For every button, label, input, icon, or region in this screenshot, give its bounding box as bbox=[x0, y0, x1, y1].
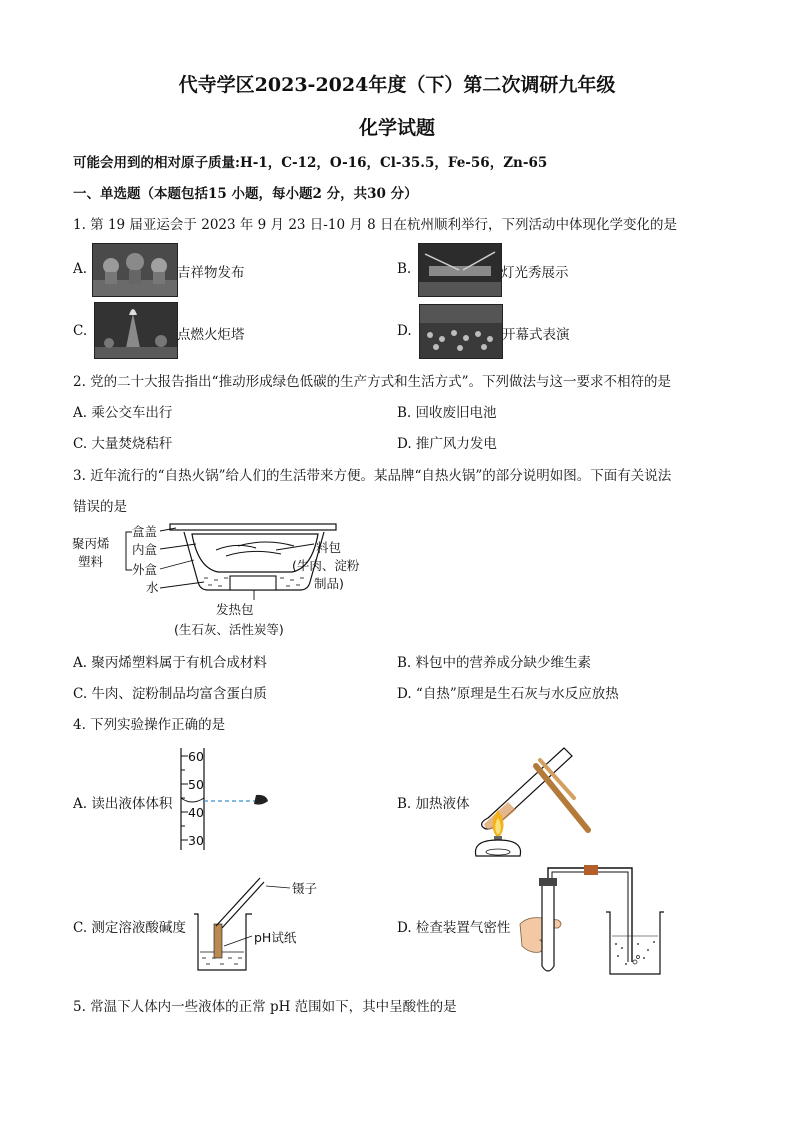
q2-stem: 2. 党的二十大报告指出“推动形成绿色低碳的生产方式和生活方式”。下列做法与这一要求不相符的是 bbox=[73, 374, 671, 390]
label-material-2: 塑料 bbox=[78, 554, 104, 569]
label-pack: 料包 bbox=[316, 540, 342, 555]
mascot-photo bbox=[92, 243, 178, 297]
q4-option-b: B. 加热液体 bbox=[397, 796, 470, 812]
q2-option-c: C. 大量焚烧秸秆 bbox=[73, 436, 173, 452]
label-lid: 盒盖 bbox=[132, 524, 158, 539]
cyl-tick-50: 50 bbox=[188, 777, 204, 792]
label-heater: 发热包 bbox=[216, 602, 254, 617]
atomic-masses: 可能会用到的相对原子质量:H-1，C-12，O-16，Cl-35.5，Fe-56，Zn-65 bbox=[73, 155, 548, 171]
q4-option-c: C. 测定溶液酸碱度 bbox=[73, 920, 186, 936]
q5-stem: 5. 常温下人体内一些液体的正常 pH 范围如下，其中呈酸性的是 bbox=[73, 999, 457, 1015]
cyl-tick-40: 40 bbox=[188, 805, 204, 820]
page-subtitle: 化学试题 bbox=[358, 117, 435, 139]
q1-option-d-prefix: D. bbox=[397, 323, 412, 339]
q1-option-c-text: 点燃火炬塔 bbox=[177, 327, 245, 343]
q1-option-d-text: 开幕式表演 bbox=[502, 327, 570, 343]
cyl-tick-30: 30 bbox=[188, 833, 204, 848]
label-ph-paper: pH试纸 bbox=[254, 930, 297, 945]
q3-option-b: B. 料包中的营养成分缺少维生素 bbox=[397, 655, 592, 671]
opening-ceremony-photo bbox=[419, 304, 503, 359]
airtightness-figure bbox=[518, 862, 678, 982]
eye-icon bbox=[254, 795, 268, 805]
heating-liquid-figure bbox=[468, 740, 602, 860]
section-heading: 一、单选题（本题包括15 小题，每小题2 分，共30 分） bbox=[73, 186, 418, 202]
light-show-photo bbox=[418, 243, 502, 297]
q1-option-b-text: 灯光秀展示 bbox=[501, 265, 569, 281]
q4-option-a: A. 读出液体体积 bbox=[73, 796, 173, 812]
ph-test-figure bbox=[190, 872, 330, 976]
graduated-cylinder-figure bbox=[176, 744, 276, 854]
hotpot-diagram bbox=[66, 520, 386, 640]
q1-option-b-prefix: B. bbox=[397, 261, 412, 277]
q2-option-a: A. 乘公交车出行 bbox=[73, 405, 173, 421]
q4-option-d: D. 检查装置气密性 bbox=[397, 920, 511, 936]
label-tweezers: 镊子 bbox=[292, 881, 318, 896]
label-pack-3: 制品) bbox=[314, 576, 344, 591]
q2-option-d: D. 推广风力发电 bbox=[397, 436, 497, 452]
q3-stem-line2: 错误的是 bbox=[73, 499, 127, 515]
label-heater-2: (生石灰、活性炭等) bbox=[174, 622, 284, 637]
q1-option-a-prefix: A. bbox=[73, 261, 88, 277]
cyl-tick-60: 60 bbox=[188, 749, 204, 764]
q1-stem: 1. 第 19 届亚运会于 2023 年 9 月 23 日-10 月 8 日在杭州顺利举行，下列活动中体现化学变化的是 bbox=[73, 217, 678, 233]
q3-option-c: C. 牛肉、淀粉制品均富含蛋白质 bbox=[73, 686, 267, 702]
page-title: 代寺学区2023-2024年度（下）第二次调研九年级 bbox=[178, 74, 616, 96]
q4-stem: 4. 下列实验操作正确的是 bbox=[73, 717, 226, 733]
q1-option-a-text: 吉祥物发布 bbox=[177, 265, 245, 281]
torch-tower-photo bbox=[94, 302, 178, 359]
label-outer-box: 外盒 bbox=[132, 562, 158, 577]
q3-stem-line1: 3. 近年流行的“自热火锅”给人们的生活带来方便。某品牌“自热火锅”的部分说明如图。下面有关说法 bbox=[73, 468, 672, 484]
q1-option-c-prefix: C. bbox=[73, 323, 88, 339]
q3-option-a: A. 聚丙烯塑料属于有机合成材料 bbox=[73, 655, 267, 671]
q2-option-b: B. 回收废旧电池 bbox=[397, 405, 497, 421]
label-material-1: 聚丙烯 bbox=[72, 536, 110, 551]
label-inner-box: 内盒 bbox=[132, 542, 158, 557]
q3-option-d: D. “自热”原理是生石灰与水反应放热 bbox=[397, 686, 619, 702]
label-water: 水 bbox=[146, 580, 159, 595]
label-pack-2: (牛肉、淀粉 bbox=[292, 558, 360, 573]
